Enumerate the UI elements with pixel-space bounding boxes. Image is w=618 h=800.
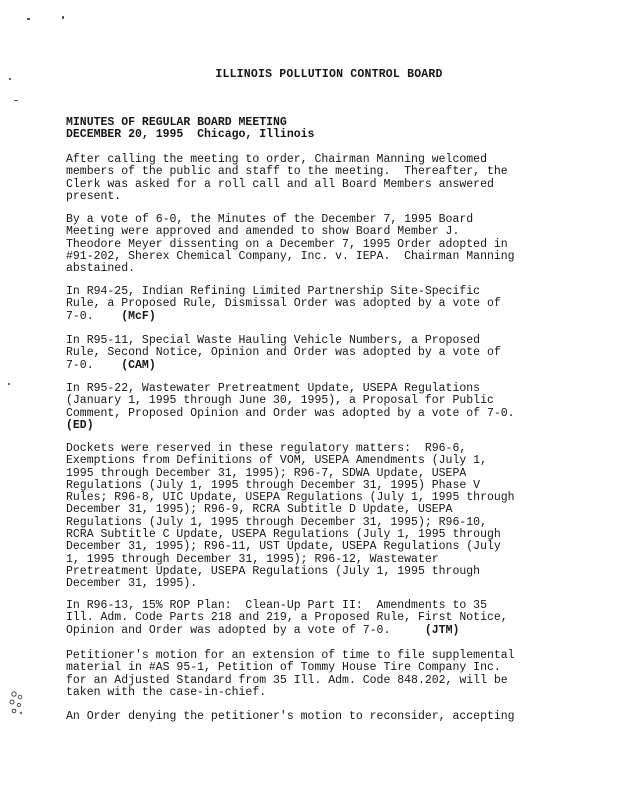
text-line: Pretreatment Update, USEPA Regulations (July 1, 1995 through bbox=[66, 564, 481, 578]
text-line-with-tag bbox=[66, 360, 546, 372]
minutes-title: MINUTES OF REGULAR BOARD MEETING bbox=[66, 116, 287, 129]
text-line: Exemptions from Definitions of VOM, USEPA Amendments (July 1, bbox=[66, 454, 487, 468]
text-line: Comment, Proposed Opinion and Order was adopted by a vote of 7-0. bbox=[66, 406, 515, 420]
scan-speck bbox=[14, 100, 18, 101]
text-line: After calling the meeting to order, Chairman Manning welcomed bbox=[66, 153, 487, 166]
text-line: Theodore Meyer dissenting on a December 7, 1995 Order adopted in bbox=[66, 237, 508, 251]
text-line: abstained. bbox=[66, 262, 136, 276]
text-line: Ill. Adm. Code Parts 218 and 219, a Proposed Rule, First Notice, bbox=[66, 611, 508, 625]
text-line: In R95-11, Special Waste Hauling Vehicle Numbers, a Proposed bbox=[66, 334, 481, 347]
paragraph-r96-13 bbox=[66, 600, 546, 637]
text-line-with-tag bbox=[66, 625, 546, 637]
scan-blemish-icon bbox=[5, 688, 29, 718]
text-line: Regulations (July 1, 1995 through December 31, 1995) Phase V bbox=[66, 478, 481, 492]
paragraph-call-to-order bbox=[66, 154, 546, 203]
text-line: 1, 1995 through December 31, 1995); R96-12, Wastewater bbox=[66, 552, 439, 566]
text-line: (January 1, 1995 through June 30, 1995), a Proposal for Public bbox=[66, 394, 494, 408]
text-line: Rule, a Proposed Rule, Dismissal Order was adopted by a vote of bbox=[66, 297, 501, 311]
text-line: Regulations (July 1, 1995 through December 31, 1995); R96-10, bbox=[66, 515, 487, 529]
text-line: Clerk was asked for a roll call and all Board Members answered bbox=[66, 177, 494, 191]
text-line: An Order denying the petitioner's motion to reconsider, accepting bbox=[66, 710, 515, 723]
text-line-with-tag bbox=[66, 311, 546, 323]
text-line: Rule, Second Notice, Opinion and Order was adopted by a vote of bbox=[66, 346, 501, 360]
text-line: RCRA Subtitle C Update, USEPA Regulations (July 1, 1995 through bbox=[66, 528, 501, 542]
paragraph-as-95-1 bbox=[66, 650, 546, 699]
paragraph-r94-25 bbox=[66, 286, 546, 323]
text-line: December 31, 1995). bbox=[66, 577, 198, 591]
text-line: present. bbox=[66, 189, 122, 203]
board-name-heading: ILLINOIS POLLUTION CONTROL BOARD bbox=[215, 68, 443, 81]
text-line: for an Adjusted Standard from 35 Ill. Adm. Code 848.202, will be bbox=[66, 673, 508, 687]
text-line: Rules; R96-8, UIC Update, USEPA Regulations (July 1, 1995 through bbox=[66, 491, 515, 505]
text-line: December 31, 1995); R96-9, RCRA Subtitle D Update, USEPA bbox=[66, 503, 453, 517]
paragraph-order-denying bbox=[66, 711, 546, 723]
scan-speck bbox=[8, 383, 10, 385]
scan-speck bbox=[27, 18, 30, 20]
scan-speck bbox=[9, 78, 11, 80]
text-line: 1995 through December 31, 1995); R96-7, SDWA Update, USEPA bbox=[66, 466, 467, 480]
text-line: Meeting were approved and amended to show Board Member J. bbox=[66, 225, 460, 239]
text-line: #91-202, Sherex Chemical Company, Inc. v. IEPA. Chairman Manning bbox=[66, 249, 515, 263]
text-line: taken with the case-in-chief. bbox=[66, 685, 267, 699]
text-line: members of the public and staff to the meeting. Thereafter, the bbox=[66, 165, 508, 179]
meeting-date-location: DECEMBER 20, 1995 Chicago, Illinois bbox=[66, 128, 315, 141]
initials-tag: (McF) bbox=[121, 309, 156, 323]
text-line: In R96-13, 15% ROP Plan: Clean-Up Part II: Amendments to 35 bbox=[66, 599, 487, 612]
text-line: Opinion and Order was adopted by a vote of 7-0. bbox=[66, 623, 391, 637]
text-line: Dockets were reserved in these regulatory matters: R96-6, bbox=[66, 442, 467, 455]
paragraph-r95-11 bbox=[66, 335, 546, 372]
text-line: In R95-22, Wastewater Pretreatment Update, USEPA Regulations bbox=[66, 382, 481, 395]
initials-tag: (JTM) bbox=[424, 623, 460, 637]
text-line: By a vote of 6-0, the Minutes of the December 7, 1995 Board bbox=[66, 213, 474, 226]
text-line: In R94-25, Indian Refining Limited Partnership Site-Specific bbox=[66, 285, 481, 298]
minutes-heading-block bbox=[66, 117, 566, 141]
text-line: 7-0. bbox=[66, 358, 94, 372]
paragraph-r95-22 bbox=[66, 383, 546, 432]
text-line: material in #AS 95-1, Petition of Tommy House Tire Company Inc. bbox=[66, 661, 501, 675]
initials-tag: (ED) bbox=[66, 418, 94, 432]
scan-speck bbox=[62, 16, 64, 19]
initials-tag: (CAM) bbox=[121, 358, 156, 372]
text-line: 7-0. bbox=[66, 309, 94, 323]
text-line: Petitioner's motion for an extension of time to file supplemental bbox=[66, 649, 515, 662]
paragraph-minutes-approval bbox=[66, 214, 546, 275]
paragraph-dockets-reserved bbox=[66, 443, 546, 591]
text-line: December 31, 1995); R96-11, UST Update, USEPA Regulations (July bbox=[66, 540, 501, 554]
